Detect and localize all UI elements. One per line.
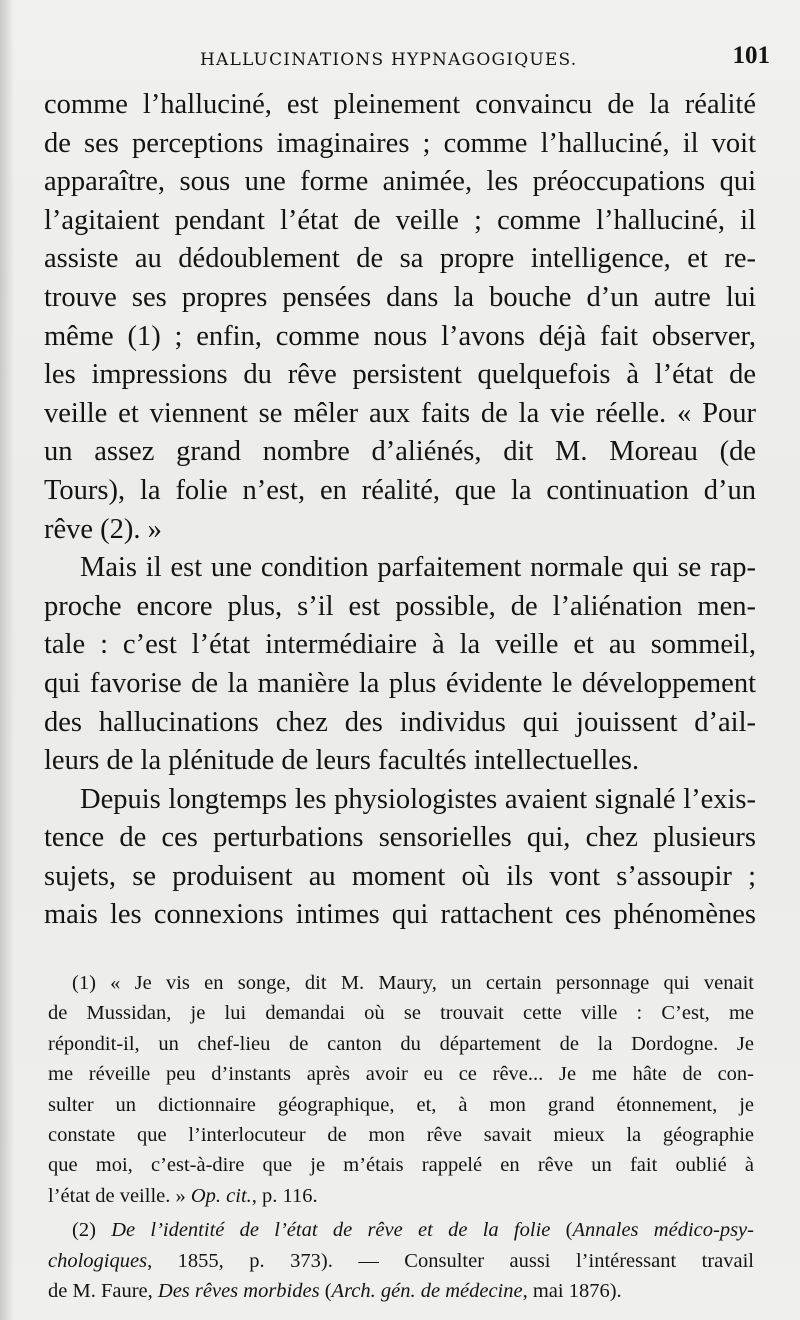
text-line: les impressions du rêve persistent quelquefois à l’état de	[44, 359, 756, 391]
text-line: de ses perceptions imaginaires ; comme l’halluciné, il voit	[44, 127, 756, 159]
footnote-line: me réveille peu d’instants après avoir eu ce rêve... Je me hâte de con-	[48, 1063, 754, 1086]
text-line: même (1) ; enfin, comme nous l’avons déjà fait observer,	[44, 320, 756, 352]
text-line: trouve ses propres pensées dans la bouche d’un autre lui	[44, 281, 756, 313]
footnote-text: de M. Faure,	[48, 1279, 158, 1302]
text-line: qui favorise de la manière la plus évidente le développement	[44, 667, 756, 699]
footnote-line	[48, 1246, 754, 1276]
text-line: apparaître, sous une forme animée, les préoccupations qui	[44, 166, 756, 198]
footnote-citation: Op. cit.	[190, 1184, 252, 1207]
footnote-line	[48, 1276, 754, 1306]
footnote-line: constate que l’interlocuteur de mon rêve savait mieux la géographie	[48, 1123, 754, 1146]
text-line: proche encore plus, s’il est possible, de l’aliénation men-	[44, 590, 756, 622]
text-line: un assez grand nombre d’aliénés, dit M. Moreau (de	[44, 436, 756, 468]
footnote-book-title: Des rêves morbides	[157, 1279, 320, 1302]
footnote-text: , mai 1876).	[522, 1279, 622, 1302]
footnotes	[48, 968, 754, 1306]
footnote-title: De l’identité de l’état de rêve et de la folie	[111, 1219, 551, 1242]
text-line: tence de ces perturbations sensorielles qui, chez plusieurs	[44, 822, 756, 854]
text-line: tale : c’est l’état intermédiaire à la veille et au sommeil,	[44, 629, 756, 661]
text-line: veille et viennent se mêler aux faits de la vie réelle. « Pour	[44, 397, 756, 429]
text-line: leurs de la plénitude de leurs facultés intellectuelles.	[44, 745, 640, 777]
text-line: Depuis longtemps les physiologistes avaient signalé l’exis-	[80, 783, 756, 815]
footnote-line: répondit-il, un chef-lieu de canton du département de la Dordogne. Je	[48, 1032, 754, 1055]
text-line: assiste au dédoublement de sa propre intelligence, et re-	[44, 243, 756, 275]
text-line: Tours), la folie n’est, en réalité, que la continuation d’un	[44, 474, 756, 506]
footnote-line: (1) « Je vis en songe, dit M. Maury, un certain personnage qui venait	[72, 972, 754, 994]
text-line: l’agitaient pendant l’état de veille ; comme l’halluciné, il	[44, 204, 756, 236]
footnote-line: de Mussidan, je lui demandai où se trouvait cette ville : C’est, me	[48, 1002, 754, 1025]
footnote-text: , p. 116.	[251, 1184, 318, 1207]
footnote-number: (2)	[72, 1219, 96, 1242]
text-line: Mais il est une condition parfaitement normale qui se rap-	[80, 552, 756, 584]
text-line: des hallucinations chez des individus qui jouissent d’ail-	[44, 706, 756, 738]
footnote-text: (	[550, 1219, 573, 1242]
text-line: rêve (2). »	[44, 513, 162, 545]
page-header	[200, 42, 770, 82]
running-title: HALLUCINATIONS HYPNAGOGIQUES.	[200, 50, 578, 70]
footnote-text: , 1855, p. 373). — Consulter aussi l’intéressant travail	[147, 1249, 754, 1272]
footnote-text: (	[319, 1279, 332, 1302]
footnote-line: que moi, c’est-à-dire que je m’étais rappelé en rêve un fait oublié à	[48, 1154, 754, 1177]
page-number: 101	[732, 42, 770, 69]
footnote-line	[48, 1181, 754, 1211]
footnote-line: sulter un dictionnaire géographique, et, à mon grand étonnement, je	[48, 1093, 754, 1116]
page-gutter-shadow	[0, 0, 14, 1320]
text-line: mais les connexions intimes qui rattachent ces phénomènes	[44, 899, 756, 931]
footnote-text: l’état de veille. »	[48, 1184, 186, 1207]
text-line: sujets, se produisent au moment où ils vont s’assoupir ;	[44, 860, 756, 892]
text-line: comme l’halluciné, est pleinement convaincu de la réalité	[44, 89, 756, 120]
main-text	[44, 86, 756, 935]
footnote-journal: Arch. gén. de médecine	[331, 1279, 523, 1302]
footnote-journal: chologiques	[48, 1249, 148, 1272]
footnote-line	[48, 1215, 754, 1245]
footnote-journal: Annales médico-psy-	[572, 1219, 754, 1242]
